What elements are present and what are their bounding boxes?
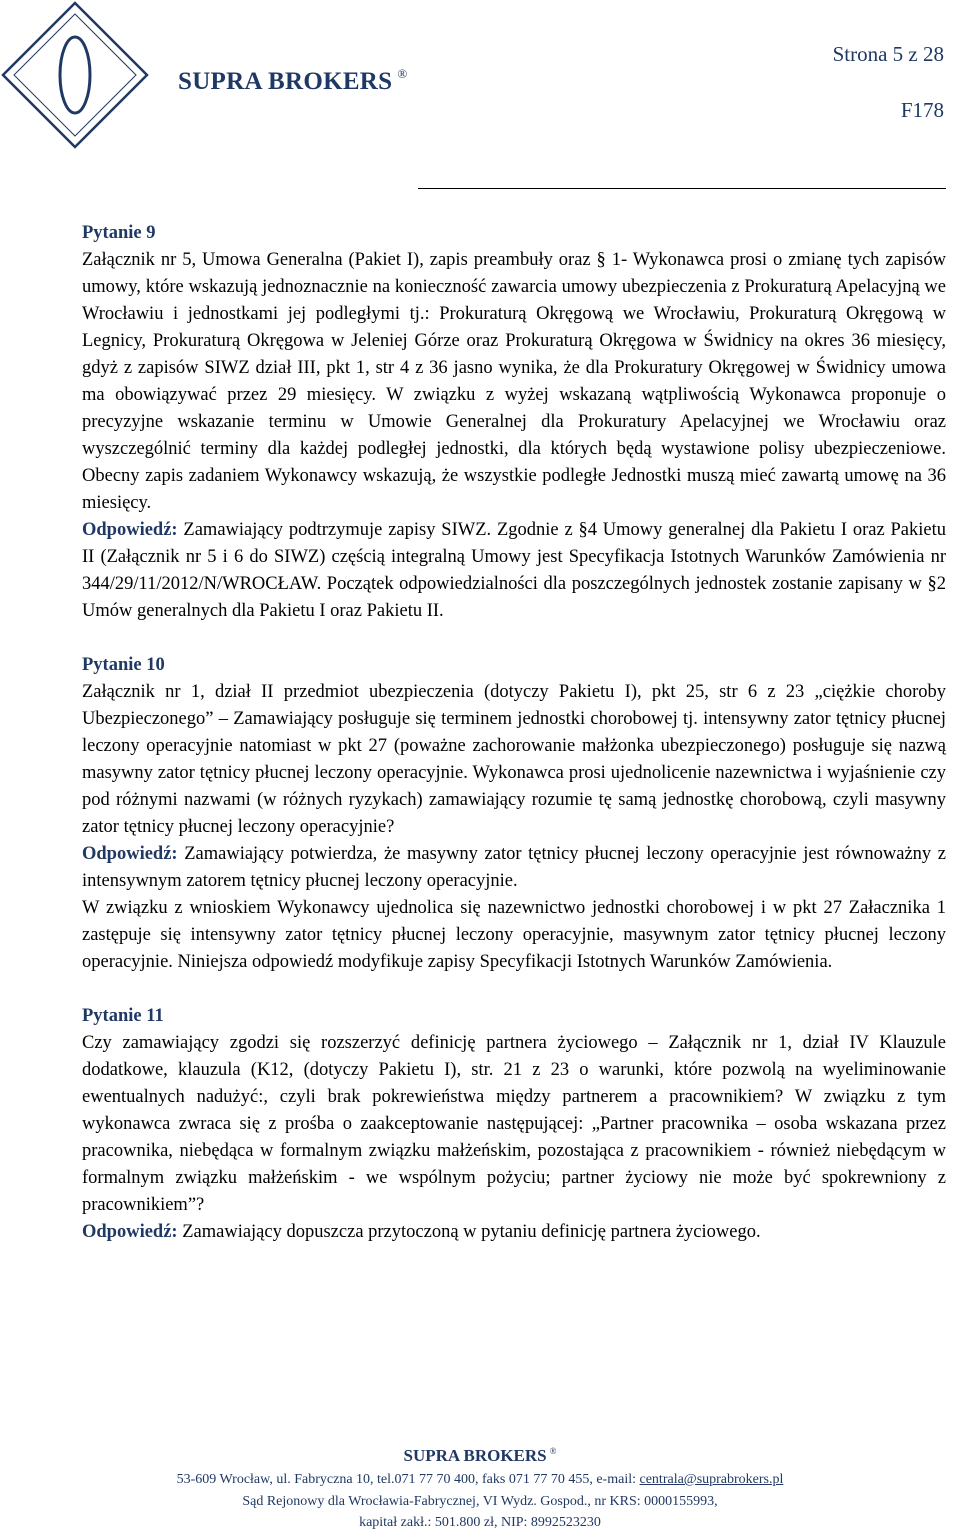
answer-label: Odpowiedź:: [82, 1222, 178, 1242]
question-11: [82, 1003, 946, 1246]
footer-court-registration: Sąd Rejonowy dla Wrocławia-Fabrycznej, VI Wydz. Gospod., nr KRS: 0000155993,: [242, 1494, 718, 1509]
document-body: [82, 220, 946, 1246]
document-code: F178: [900, 98, 944, 122]
footer-address-text: 53-609 Wrocław, ul. Fabryczna 10, tel.071 77 70 400, faks 071 77 70 455, e-mail:: [176, 1472, 640, 1487]
question-10: [82, 652, 946, 976]
answer-text: Zamawiający potwierdza, że masywny zator tętnicy płucnej leczony operacyjnie jest równoważny z intensywnym zatorem tętnicy płucnej leczony operacyjnie.: [82, 844, 946, 891]
question-title: Pytanie 11: [82, 1006, 164, 1026]
answer-text: Zamawiający dopuszcza przytoczoną w pytaniu definicję partnera życiowego.: [177, 1222, 761, 1242]
answer-label: Odpowiedź:: [82, 520, 178, 540]
section-spacer: [82, 625, 946, 652]
header-divider: [418, 188, 946, 189]
footer-brand-name: SUPRA BROKERS: [403, 1446, 547, 1465]
header-brand-name: SUPRA BROKERS: [178, 68, 393, 95]
answer-paragraph: [82, 517, 946, 625]
footer-email-link[interactable]: centrala@suprabrokers.pl: [639, 1472, 784, 1487]
answer-text: Zamawiający podtrzymuje zapisy SIWZ. Zgodnie z §4 Umowy generalnej dla Pakietu I oraz Pakietu II (Załącznik nr 5 i 6 do SIWZ) częścią integralną Umowy jest Specyfikacja Istotnych Warunków Zamówienia nr 344/29/11/2012/N/WROCŁAW. Początek odpowiedzialności dla poszczególnych jednostek zostanie zapisany w §2 Umów generalnych dla Pakietu I oraz Pakietu II.: [82, 520, 946, 621]
answer-paragraph: [82, 1219, 946, 1246]
footer-brand: [0, 1446, 960, 1466]
section-spacer: [82, 976, 946, 1003]
question-text: Załącznik nr 5, Umowa Generalna (Pakiet I), zapis preambuły oraz § 1- Wykonawca prosi o zmianę tych zapisów umowy, które wskazują jednoznacznie na konieczność zawarcia umowy ubezpieczenia z Prokuraturą Apelacyjną we Wrocławiu i jednostkami jej podległymi tj.: Prokuraturą Okręgową we Wrocławiu, Prokuraturą Okręgową w Legnicy, Prokuraturą Okręgowa w Jeleniej Górze oraz Prokuraturą Okręgowa w Świdnicy na okres 36 miesięcy, gdyż z zapisów SIWZ dział III, pkt 1, str 4 z 36 jasno wynika, że dla Prokuratury Okręgowej w Świdnicy umowa ma obowiązywać przez 29 miesięcy. W związku z wyżej wskazaną wątpliwością Wykonawca proponuje o precyzyjne wskazanie terminu w Umowie Generalnej dla Prokuratury Apelacyjnej we Wrocławiu oraz wyszczególnić terminy dla każdej podległej jednostki, dla których będą wystawione polisy ubezpieczeniowe. Obecny zapis zadaniem Wykonawcy wskazują, że wszystkie podległe Jednostki muszą mieć zawartą umowę na 36 miesięcy.: [82, 250, 946, 513]
header-brand: [178, 66, 408, 96]
answer-paragraph: [82, 841, 946, 895]
header-registered-mark: ®: [397, 66, 408, 81]
question-title: Pytanie 9: [82, 223, 156, 243]
page-number: Strona 5 z 28: [832, 42, 944, 66]
question-text: Załącznik nr 1, dział II przedmiot ubezpieczenia (dotyczy Pakietu I), pkt 25, str 6 z 23 „ciężkie choroby Ubezpieczonego” – Zamawiający posługuje się terminem jednostki chorobowej tj. intensywny zator tętnicy płucnej leczony operacyjnie natomiast w pkt 27 (poważne zachorowanie małżonka ubezpieczonego) posługuje się nazwą masywny zator tętnicy płucnej leczony operacyjnie. Wykonawca prosi ujednolicenie nazewnictwa i wyjaśnienie czy pod różnymi nazwami (w różnych ryzykach) zamawiający rozumie tę samą jednostkę chorobową, czyli masywny zator tętnicy płucnej leczony operacyjnie?: [82, 682, 946, 837]
answer-label: Odpowiedź:: [82, 844, 178, 864]
question-title: Pytanie 10: [82, 655, 165, 675]
question-9: [82, 220, 946, 625]
modification-paragraph: W związku z wnioskiem Wykonawcy ujednolica się nazewnictwo jednostki chorobowej i w pkt 27 Załacznika 1 zastępuje się intensywny zator tętnicy płucnej leczony operacyjnie, masywnym zator tętnicy płucnej leczony operacyjnie. Niniejsza odpowiedź modyfikuje zapisy Specyfikacji Istotnych Warunków Zamówienia.: [82, 898, 946, 972]
supra-brokers-logo: [0, 0, 150, 150]
footer-address: [0, 1472, 960, 1488]
question-text: Czy zamawiający zgodzi się rozszerzyć definicję partnera życiowego – Załącznik nr 1, dział IV Klauzule dodatkowe, klauzula (K12, (dotyczy Pakietu I), str. 21 z 23 o warunki, które pozwolą na wyeliminowanie ewentualnych nadużyć:, czyli brak pokrewieństwa między partnerem a pracownikiem? W związku z tym wykonawca zwraca się z prośba o zaakceptowanie następującej: „Partner pracownika – osoba wskazana przez pracownika, niebędąca w formalnym związku małżeńskim, pozostająca z pracownikiem - również niebędącym w formalnym związku małżeńskim - we wspólnym pożyciu; partner życiowy nie może być spokrewniony z pracownikiem”?: [82, 1033, 946, 1215]
footer-registered-mark: ®: [549, 1446, 557, 1457]
footer-capital: kapitał zakł.: 501.800 zł, NIP: 8992523230: [359, 1515, 601, 1530]
